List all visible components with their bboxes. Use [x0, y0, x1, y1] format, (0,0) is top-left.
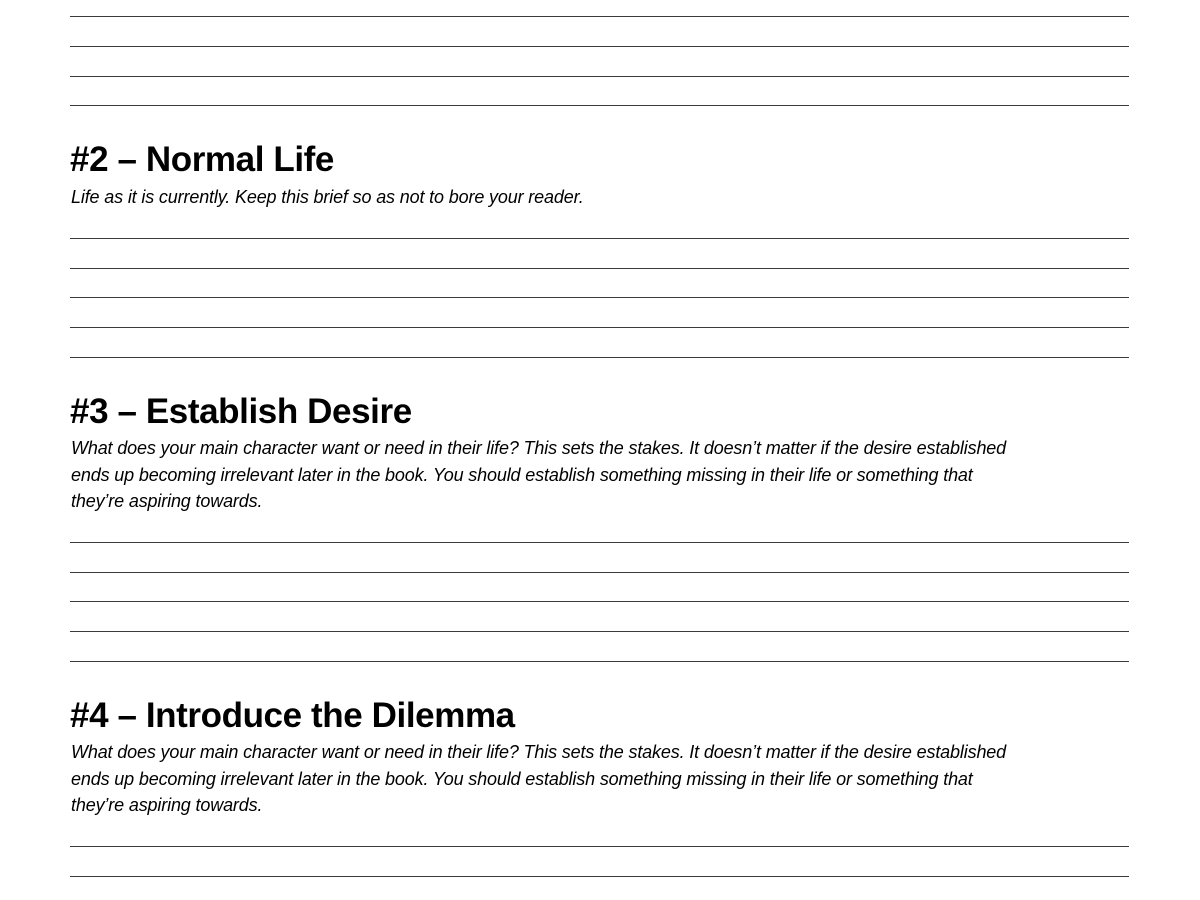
writing-line[interactable]	[70, 327, 1129, 328]
description-line: ends up becoming irrelevant later in the book. You should establish something missing in their life or something that	[71, 464, 973, 485]
writing-line[interactable]	[70, 357, 1129, 358]
section-heading-introduce-dilemma: #4 – Introduce the Dilemma	[70, 696, 515, 735]
section-heading-establish-desire: #3 – Establish Desire	[70, 392, 412, 431]
writing-line[interactable]	[70, 846, 1129, 847]
section-description-introduce-dilemma	[71, 739, 1141, 819]
writing-line[interactable]	[70, 661, 1129, 662]
writing-line[interactable]	[70, 105, 1129, 106]
section-description-normal-life: Life as it is currently. Keep this brief so as not to bore your reader.	[71, 187, 584, 207]
writing-line[interactable]	[70, 542, 1129, 543]
writing-line[interactable]	[70, 238, 1129, 239]
section-heading-normal-life: #2 – Normal Life	[70, 140, 334, 179]
section-description-establish-desire	[71, 435, 1141, 515]
description-line: What does your main character want or need in their life? This sets the stakes. It doesn’t matter if the desire established	[71, 438, 1007, 458]
writing-line[interactable]	[70, 631, 1129, 632]
writing-line[interactable]	[70, 601, 1129, 602]
writing-line[interactable]	[70, 572, 1129, 573]
writing-line[interactable]	[70, 268, 1129, 269]
description-line: they’re aspiring towards.	[71, 491, 263, 511]
writing-line[interactable]	[70, 76, 1129, 77]
description-line: What does your main character want or need in their life? This sets the stakes. It doesn’t matter if the desire established	[71, 742, 1007, 762]
writing-line[interactable]	[70, 876, 1129, 877]
description-line: they’re aspiring towards.	[71, 795, 263, 815]
writing-line[interactable]	[70, 297, 1129, 298]
writing-line[interactable]	[70, 16, 1129, 17]
writing-line[interactable]	[70, 46, 1129, 47]
description-line: ends up becoming irrelevant later in the book. You should establish something missing in their life or something that	[71, 768, 973, 789]
